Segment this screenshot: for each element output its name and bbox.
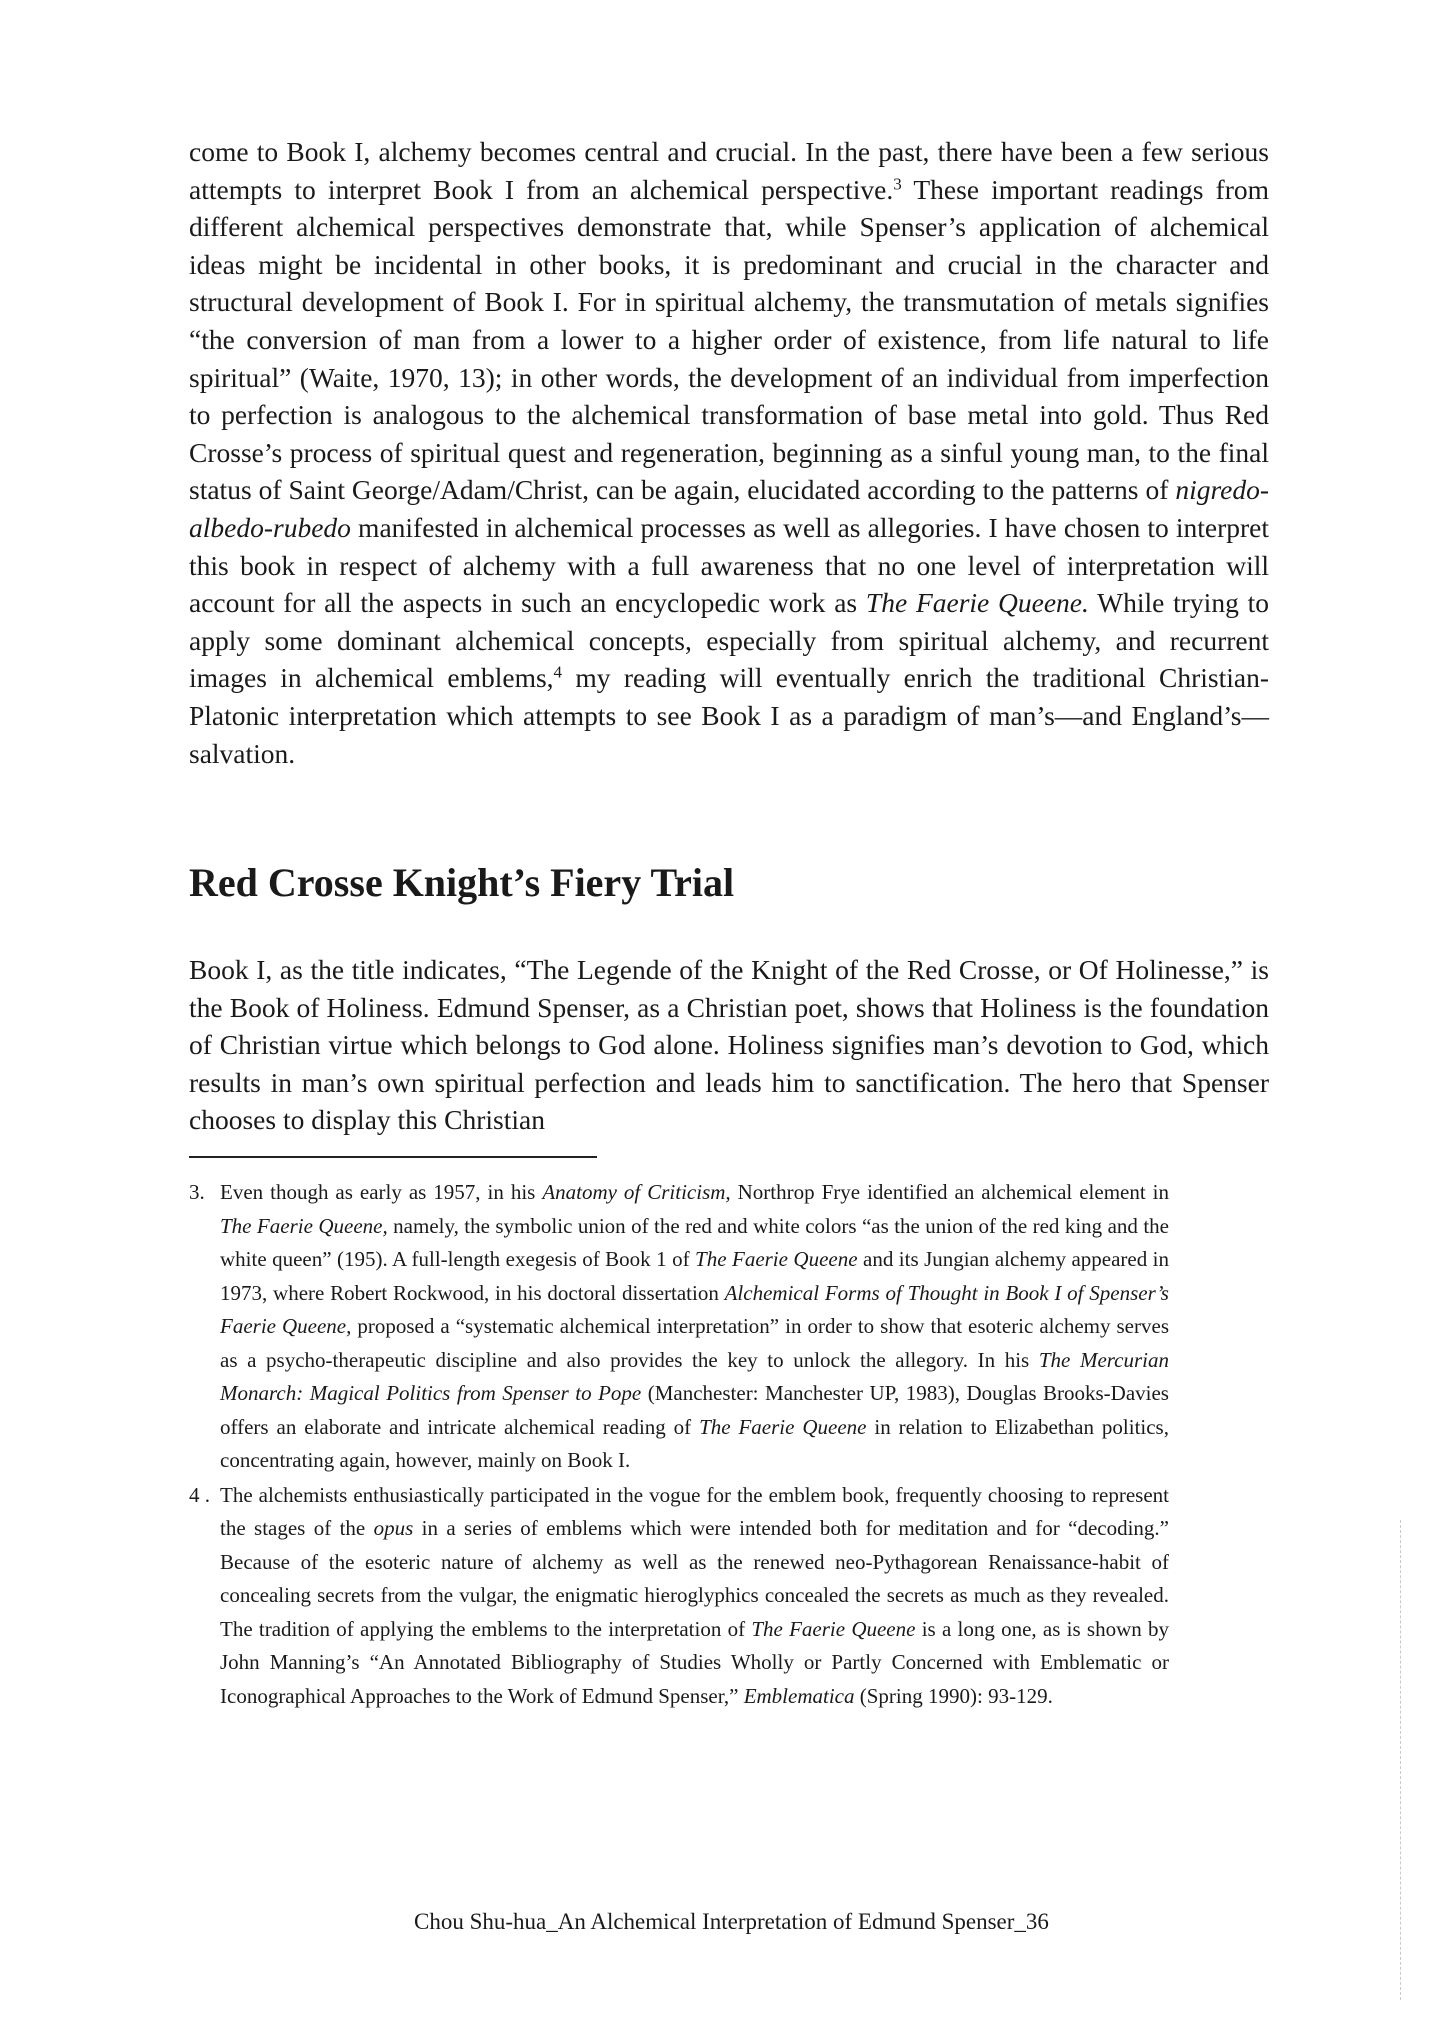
text-run: manifested in alchemical processes as well as allegories. I have chosen to interpret this book in respect of alchemy with a full awareness that no one level of interpretation will account for all the aspects in such an encyclopedic work as	[189, 511, 1269, 619]
text-run: is a long one, as is shown by John Manning’s “An Annotated Bibliography of Studies Wholly or Partly Concerned with Emblematic or Iconographical Approaches to the Work of Edmund Spenser,”	[220, 1616, 1169, 1708]
text-run: These important readings from different alchemical perspectives demonstrate that, while Spenser’s application of alchemical ideas might be incidental in other books, it is predominant and crucial in the character and structural development of Book I. For in spiritual alchemy, the transmutation of metals signifies “the conversion of man from a lower to a higher order of existence, from life natural to life spiritual” (Waite, 1970, 13); in other words, the development of an individual from imperfection to perfection is analogous to the alchemical transformation of base metal into gold. Thus Red Crosse’s process of spiritual quest and regeneration, beginning as a sinful young man, to the final status of Saint George/Adam/Christ, can be again, elucidated according to the patterns of	[189, 173, 1269, 506]
text-run: in relation to Elizabethan politics, concentrating again, however, mainly on Book I.	[220, 1414, 1169, 1472]
section-heading: Red Crosse Knight’s Fiery Trial	[189, 860, 735, 905]
scan-edge-mark	[1400, 1520, 1401, 2000]
footnotes	[189, 1176, 1169, 1713]
text-run: come to Book I, alchemy becomes central and crucial. In the past, there have been a few serious attempts to interpret Book I from an alchemical perspective.	[189, 136, 1269, 205]
body-paragraph-1	[189, 133, 1269, 772]
text-run: (Manchester: Manchester UP, 1983), Douglas Brooks-Davies offers an elaborate and intricate alchemical reading of	[220, 1381, 1169, 1439]
footnote-4	[189, 1479, 1169, 1714]
text-run: Northrop Frye identified an alchemical element in	[730, 1180, 1169, 1204]
italic-term: nigredo-albedo-rubedo	[189, 474, 1269, 543]
body-paragraph-2: Book I, as the title indicates, “The Legende of the Knight of the Red Crosse, or Of Holinesse,” is the Book of Holiness. Edmund Spenser, as a Christian poet, shows that Holiness is the foundation of Christian virtue which belongs to God alone. Holiness signifies man’s devotion to God, which results in man’s own spiritual perfection and leads him to sanctification. The hero that Spenser chooses to display this Christian	[189, 954, 1269, 1136]
footnote-number: 4 .	[189, 1482, 210, 1507]
footnote-3	[189, 1176, 1169, 1478]
text-run: proposed a “systematic alchemical interpretation” in order to show that esoteric alchemy serves as a psycho-therapeutic discipline and also provides the key to unlock the allegory. In his	[220, 1314, 1169, 1372]
text-run: in a series of emblems which were intended both for meditation and for “decoding.” Because of the esoteric nature of alchemy as well as the renewed neo-Pythagorean Renaissance-habit of concealing secrets from the vulgar, the enigmatic hieroglyphics concealed the secrets as much as they revealed. The tradition of applying the emblems to the interpretation of	[220, 1516, 1169, 1641]
text-run: my reading will eventually enrich the traditional Christian-Platonic interpretation which attempts to see Book I as a paradigm of man’s—and England’s—salvation.	[189, 662, 1269, 769]
text-run: Even though as early as 1957, in his	[220, 1180, 543, 1204]
text-run: (Spring 1990): 93-129.	[854, 1683, 1053, 1708]
page-footer: Chou Shu-hua_An Alchemical Interpretation of Edmund Spenser_36	[414, 1909, 1049, 1934]
italic-title: The Faerie Queene.	[865, 587, 1089, 619]
footnote-number: 3.	[189, 1180, 205, 1204]
italic-title: The Faerie Queene	[751, 1616, 916, 1641]
italic-title: The Faerie Queene	[699, 1414, 867, 1439]
italic-term: opus	[373, 1516, 414, 1540]
text-run: The alchemists enthusiastically participated in the vogue for the emblem book, frequently choosing to represent the stages of the	[220, 1482, 1169, 1540]
italic-title: Alchemical Forms of Thought in Book I of Spenser’s Faerie Queene,	[220, 1280, 1169, 1338]
footnote-ref-3[interactable]: 3	[893, 174, 902, 194]
italic-title: Anatomy of Criticism,	[542, 1180, 731, 1204]
italic-title: The Mercurian Monarch: Magical Politics from Spenser to Pope	[220, 1347, 1169, 1405]
text-run: While trying to apply some dominant alchemical concepts, especially from spiritual alchemy, and recurrent images in alchemical emblems,	[189, 587, 1269, 694]
footnote-ref-4[interactable]: 4	[553, 662, 563, 682]
text-run: and its Jungian alchemy appeared in 1973, where Robert Rockwood, in his doctoral dissertation	[220, 1247, 1170, 1305]
italic-title: Emblematica	[743, 1683, 855, 1708]
italic-title: The Faerie Queene	[695, 1247, 858, 1271]
footnote-separator	[189, 1156, 597, 1158]
italic-title: The Faerie Queene,	[220, 1213, 388, 1238]
text-run: namely, the symbolic union of the red and white colors “as the union of the red king and the white queen” (195). A full-length exegesis of Book 1 of	[220, 1213, 1169, 1271]
